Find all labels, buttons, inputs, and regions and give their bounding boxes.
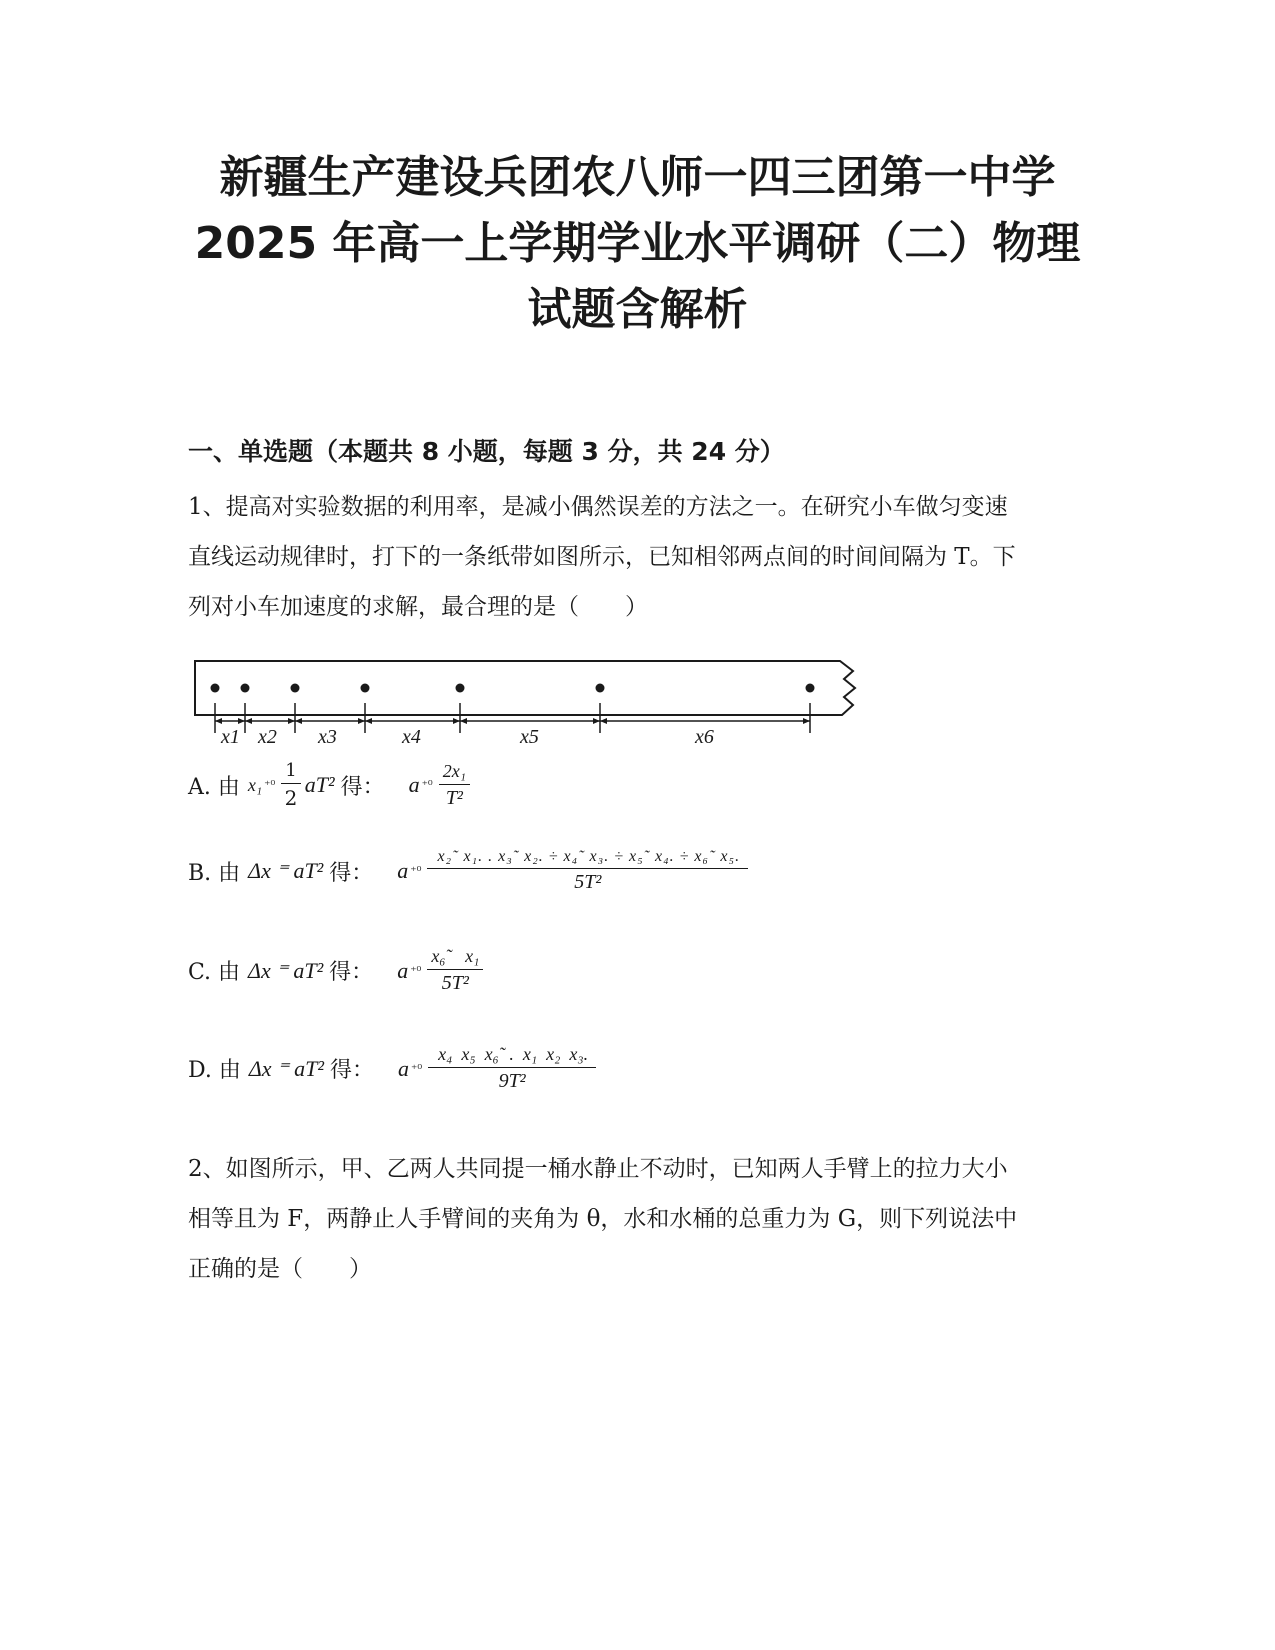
option-a-symbol: ⁺⁰: [264, 778, 276, 792]
option-a[interactable]: A. 由 x₁ ⁺⁰ $\frac{1}{2}$ aT² 得： a ⁺⁰ $\frac{\text{2x₁}}{\text{T²}}$: [188, 760, 474, 810]
tape-label-x2: x2: [258, 726, 277, 748]
tape-dot: [241, 684, 250, 693]
option-a-cond-lhs: x₁: [247, 774, 263, 795]
option-d-de: 得：: [329, 1058, 374, 1083]
option-c-label: C. 由: [188, 960, 241, 985]
option-c-cond: Δx ⁼ aT²: [248, 957, 324, 983]
q1-line-2: 直线运动规律时，打下的一条纸带如图所示，已知相邻两点间的时间间隔为 T。下: [188, 544, 1016, 570]
option-c[interactable]: C. 由 Δx ⁼ aT² 得： a ⁺⁰ $\frac{\text{x₆˜ x₁}}{\text{5T²}}$: [188, 946, 487, 995]
option-d-formula: $\frac{\text{x₄ x₅ x₆˜ . x₁ x₂ x₃.}}{\text{9T²}}$: [428, 1044, 596, 1093]
question-2-text: [188, 1144, 1088, 1294]
tape-dot: [291, 684, 300, 693]
option-b[interactable]: B. 由 Δx ⁼ aT² 得： a ⁺⁰ $\frac{\text{x₂˜ x₁. . x₃˜ x₂. ÷ x₄˜ x₃. ÷ x₅˜ x₄. ÷ x₆˜ x₅.}}{\text{5T²}}$: [188, 848, 752, 894]
option-d-cond: Δx ⁼ aT²: [248, 1055, 324, 1081]
q2-line-3: 正确的是（ ）: [188, 1256, 372, 1282]
option-a-half: $\frac{1}{2}$: [281, 760, 300, 810]
option-b-label: B. 由: [188, 860, 241, 886]
tape-dot: [806, 684, 815, 693]
option-a-label: A. 由: [188, 774, 240, 800]
option-b-a: a: [397, 858, 409, 883]
title-line-1: 新疆生产建设兵团农八师一四三团第一中学: [219, 152, 1056, 203]
question-1-text: [188, 482, 1088, 632]
q2-line-2: 相等且为 F，两静止人手臂间的夹角为 θ，水和水桶的总重力为 G，则下列说法中: [188, 1206, 1018, 1232]
paper-tape-diagram: [180, 655, 880, 755]
option-a-de: 得：: [340, 774, 385, 800]
tape-dot: [596, 684, 605, 693]
tape-label-x3: x3: [318, 726, 337, 748]
q1-line-1: 1、提高对实验数据的利用率，是减小偶然误差的方法之一。在研究小车做匀变速: [188, 494, 1008, 520]
measure-ticks: [215, 703, 810, 733]
title-line-3: 试题含解析: [527, 284, 748, 335]
title-line-2: 2025 年高一上学期学业水平调研（二）物理: [194, 218, 1081, 269]
tape-dot: [456, 684, 465, 693]
option-b-de: 得：: [329, 860, 374, 886]
tape-label-x5: x5: [520, 726, 539, 748]
option-b-formula: $\frac{\text{x₂˜ x₁. . x₃˜ x₂. ÷ x₄˜ x₃. ÷ x₅˜ x₄. ÷ x₆˜ x₅.}}{\text{5T²}}$: [427, 848, 748, 894]
option-c-de: 得：: [329, 960, 374, 985]
option-a-formula: $\frac{\text{2x₁}}{\text{T²}}$: [439, 761, 470, 810]
tape-label-x4: x4: [402, 726, 421, 748]
option-a-a: a: [408, 772, 420, 797]
tape-dot: [211, 684, 220, 693]
tape-label-x1: x1: [221, 726, 240, 748]
tape-dots: [211, 684, 815, 693]
option-c-a: a: [397, 957, 409, 983]
option-c-formula: $\frac{\text{x₆˜ x₁}}{\text{5T²}}$: [427, 946, 483, 995]
section-heading: 一、单选题（本题共 8 小题，每题 3 分，共 24 分）: [188, 437, 785, 466]
option-d-a: a: [397, 1055, 409, 1081]
tape-label-x6: x6: [695, 726, 714, 748]
option-d[interactable]: D. 由 Δx ⁼ aT² 得： a ⁺⁰ $\frac{\text{x₄ x₅ x₆˜ . x₁ x₂ x₃.}}{\text{9T²}}$: [188, 1044, 600, 1093]
option-a-cond-rhs: aT²: [304, 772, 335, 797]
q1-line-3: 列对小车加速度的求解，最合理的是（ ）: [188, 594, 648, 620]
option-b-cond: Δx ⁼ aT²: [248, 858, 324, 883]
tape-dot: [361, 684, 370, 693]
option-d-label: D. 由: [188, 1058, 241, 1083]
q2-line-1: 2、如图所示，甲、乙两人共同提一桶水静止不动时，已知两人手臂上的拉力大小: [188, 1156, 1008, 1182]
